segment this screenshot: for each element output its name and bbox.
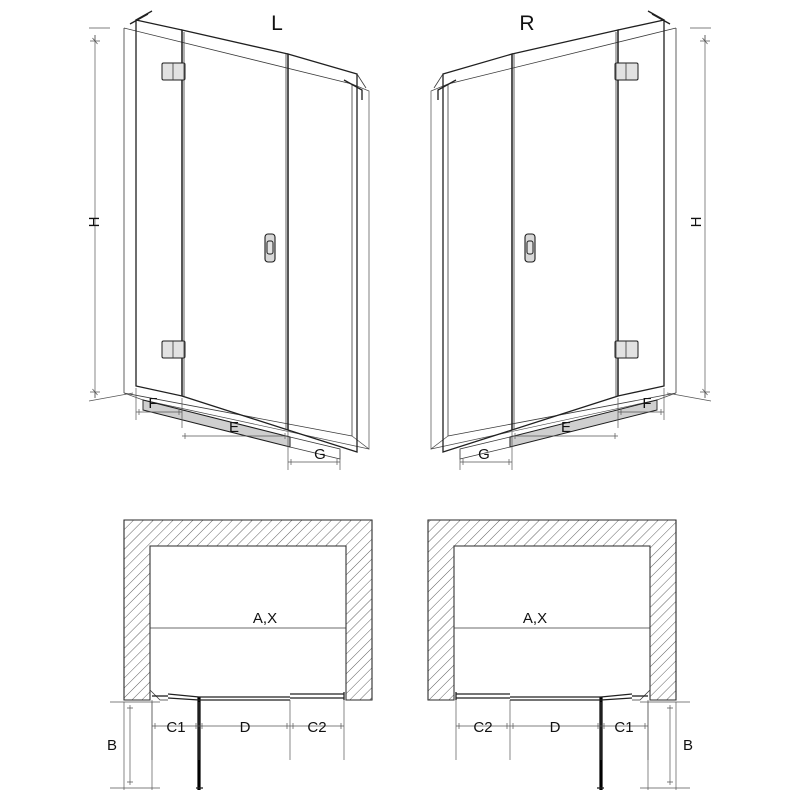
elevation-left-view xyxy=(86,11,369,470)
elevation-right-wall xyxy=(431,28,676,449)
elevation-left-door-handle xyxy=(265,234,275,262)
plan-right-width-label-d: D xyxy=(549,719,561,736)
elevation-right-width-label-e: E xyxy=(560,419,572,436)
elevation-left-wall xyxy=(124,28,369,449)
plan-right-view xyxy=(428,520,693,790)
elevation-right-variant-label: R xyxy=(519,12,535,35)
elevation-left-hinge-bottom xyxy=(162,341,185,358)
elevation-right-door-panel-e xyxy=(512,30,618,430)
elevation-right-height-label: H xyxy=(688,216,705,228)
elevation-right-width-label-g: G xyxy=(478,446,490,463)
elevation-right-hinge-bottom xyxy=(615,341,638,358)
plan-left-depth-label: A,X xyxy=(252,610,278,627)
plan-left-panel-c2 xyxy=(290,692,344,700)
elevation-right-width-label-f: F xyxy=(642,395,652,412)
plan-right-depth-label: A,X xyxy=(522,610,548,627)
plan-left-enclosure xyxy=(150,546,346,700)
plan-left-door-track xyxy=(199,697,290,700)
plan-right-panel-c2 xyxy=(456,692,510,700)
plan-left-width-label-d: D xyxy=(239,719,251,736)
plan-right-width-label-c2: C2 xyxy=(473,719,493,736)
plan-right-panel-c1 xyxy=(597,694,648,790)
plan-left-view xyxy=(107,520,372,790)
plan-left-dim-depth-b xyxy=(110,702,160,790)
elevation-right-stabiliser-bars xyxy=(434,11,670,100)
elevation-left-width-label-f: F xyxy=(148,395,158,412)
elevation-right-view xyxy=(431,11,711,470)
elevation-right-hinge-top xyxy=(615,63,638,80)
plan-left-panel-c1 xyxy=(152,694,203,790)
elevation-right-dim-height xyxy=(667,28,711,401)
elevation-left-height-label: H xyxy=(86,216,103,228)
plan-left-width-label-c2: C2 xyxy=(307,719,327,736)
plan-right-side-label-b: B xyxy=(682,737,694,754)
elevation-left-stabiliser-bars xyxy=(130,11,366,100)
elevation-right-door-handle xyxy=(525,234,535,262)
elevation-left-door-panel-e xyxy=(182,30,288,430)
elevation-left-fixed-panel-g xyxy=(288,54,357,452)
plan-right-enclosure xyxy=(454,546,650,700)
elevation-left-variant-label: L xyxy=(271,12,283,35)
plan-left-side-label-b: B xyxy=(106,737,118,754)
plan-right-walls xyxy=(428,520,676,700)
plan-right-door-track xyxy=(510,697,601,700)
plan-right-width-label-c1: C1 xyxy=(614,719,634,736)
elevation-left-hinge-top xyxy=(162,63,185,80)
elevation-right-fixed-panel-g xyxy=(443,54,512,452)
plan-left-walls xyxy=(124,520,372,700)
elevation-left-tray xyxy=(143,400,340,459)
elevation-left-width-label-g: G xyxy=(314,446,326,463)
elevation-left-dim-height xyxy=(89,28,133,401)
elevation-left-width-label-e: E xyxy=(228,419,240,436)
plan-left-width-label-c1: C1 xyxy=(166,719,186,736)
